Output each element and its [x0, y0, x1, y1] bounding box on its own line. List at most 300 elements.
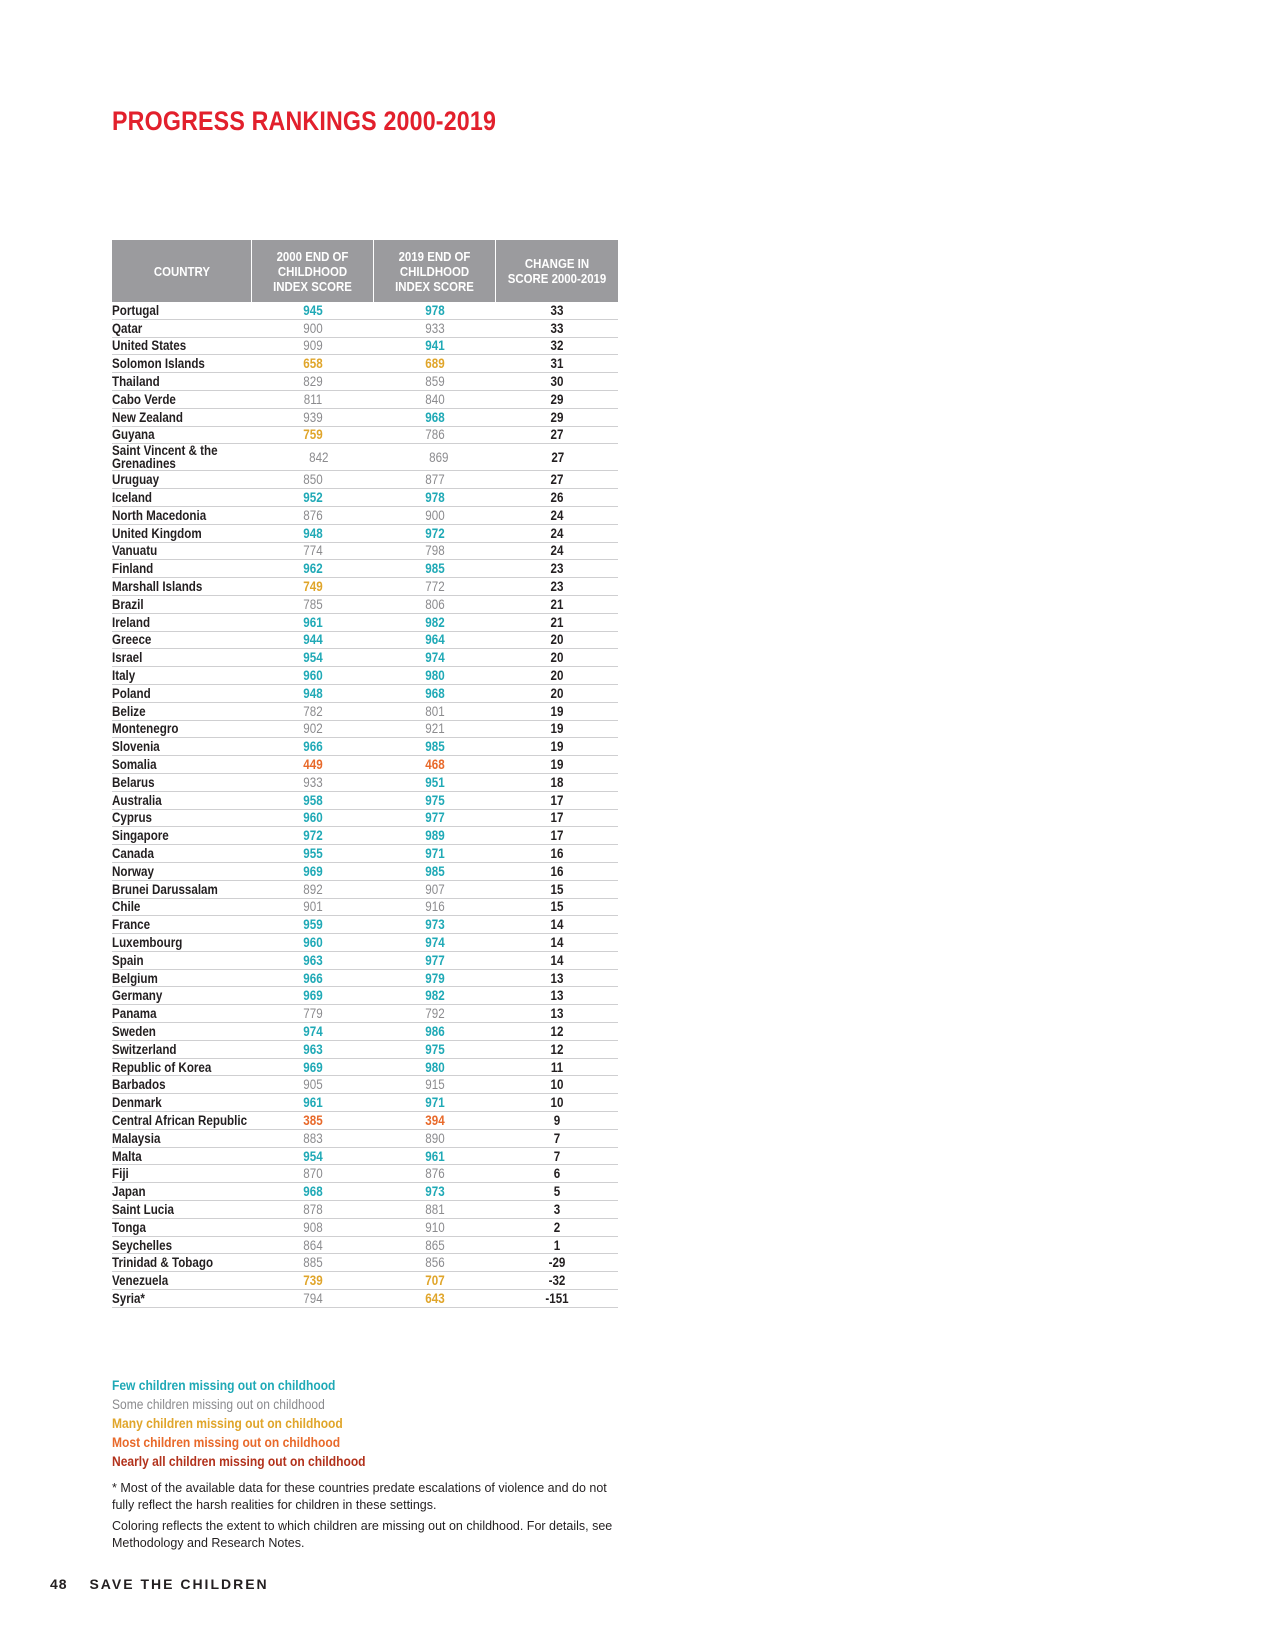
- score-2000: 974: [303, 1023, 323, 1039]
- score-change: 23: [550, 561, 564, 577]
- score-2000: 905: [303, 1077, 323, 1093]
- score-change: 29: [550, 409, 564, 425]
- score-2019: 974: [425, 650, 445, 666]
- table-row: [112, 578, 618, 596]
- score-2019: 985: [425, 739, 445, 755]
- score-2000: 960: [303, 668, 323, 684]
- score-2000: 782: [303, 703, 323, 719]
- country-name: Belgium: [112, 970, 158, 986]
- score-2019: 890: [425, 1130, 445, 1146]
- country-name: Cyprus: [112, 810, 153, 826]
- table-row: [112, 302, 618, 320]
- score-change: 33: [550, 302, 564, 318]
- country-name: Finland: [112, 561, 154, 577]
- header-change: CHANGE IN SCORE 2000-2019: [507, 256, 607, 286]
- score-2000: 892: [303, 881, 323, 897]
- country-name: Luxembourg: [112, 934, 183, 950]
- legend-few: Few children missing out on childhood: [112, 1377, 336, 1393]
- score-change: 21: [550, 596, 564, 612]
- score-2019: 907: [425, 881, 445, 897]
- table-row: [112, 1272, 618, 1290]
- score-2019: 979: [425, 970, 445, 986]
- score-change: 24: [550, 543, 564, 559]
- country-name: United States: [112, 338, 187, 354]
- score-change: 20: [550, 650, 564, 666]
- table-row: [112, 934, 618, 952]
- score-2019: 961: [425, 1148, 445, 1164]
- country-name: Seychelles: [112, 1237, 173, 1253]
- score-2000: 933: [303, 774, 323, 790]
- score-2000: 749: [303, 579, 323, 595]
- table-row: [112, 444, 618, 471]
- page-title: PROGRESS RANKINGS 2000-2019: [112, 106, 497, 136]
- score-2019: 468: [425, 757, 445, 773]
- table-row: [112, 338, 618, 356]
- score-change: 13: [550, 970, 564, 986]
- table-row: [112, 632, 618, 650]
- score-change: 27: [551, 449, 565, 465]
- score-change: 27: [550, 427, 564, 443]
- score-change: 17: [550, 828, 564, 844]
- table-row: [112, 409, 618, 427]
- table-row: [112, 987, 618, 1005]
- country-name: Barbados: [112, 1077, 166, 1093]
- table-row: [112, 596, 618, 614]
- score-2000: 908: [303, 1219, 323, 1235]
- score-2000: 969: [303, 863, 323, 879]
- country-name: France: [112, 917, 151, 933]
- score-2000: 972: [303, 828, 323, 844]
- table-row: [112, 667, 618, 685]
- score-change: 11: [550, 1059, 564, 1075]
- score-2000: 909: [303, 338, 323, 354]
- country-name: Slovenia: [112, 739, 160, 755]
- score-2000: 759: [303, 427, 323, 443]
- legend-nearly-all: Nearly all children missing out on childhood: [112, 1453, 366, 1469]
- table-row: [112, 863, 618, 881]
- table-body: [112, 302, 618, 1308]
- score-2000: 900: [303, 320, 323, 336]
- score-2000: 794: [303, 1290, 323, 1306]
- table-row: [112, 1148, 618, 1166]
- score-change: 18: [550, 774, 564, 790]
- score-2019: 951: [425, 774, 445, 790]
- score-2019: 859: [425, 374, 445, 390]
- notes: [112, 1480, 622, 1556]
- table-row: [112, 899, 618, 917]
- score-change: 20: [550, 632, 564, 648]
- score-change: -151: [545, 1290, 569, 1306]
- table-row: [112, 320, 618, 338]
- country-name: Spain: [112, 952, 144, 968]
- score-change: 16: [550, 846, 564, 861]
- score-2000: 952: [303, 490, 323, 506]
- score-change: 12: [550, 1041, 564, 1057]
- score-2000: 939: [303, 409, 323, 425]
- score-change: 7: [553, 1148, 561, 1164]
- score-change: 7: [553, 1130, 561, 1146]
- score-2000: 962: [303, 561, 323, 577]
- score-2000: 850: [303, 472, 323, 488]
- score-change: 5: [553, 1184, 561, 1200]
- score-change: 17: [550, 792, 564, 808]
- table-row: [112, 1023, 618, 1041]
- score-change: 13: [550, 1006, 564, 1022]
- score-2000: 785: [303, 596, 323, 612]
- score-2000: 969: [303, 988, 323, 1004]
- table-row: [112, 649, 618, 667]
- score-2000: 658: [303, 356, 323, 372]
- score-2000: 969: [303, 1059, 323, 1075]
- score-change: 32: [550, 338, 564, 354]
- score-2019: 985: [425, 561, 445, 577]
- score-change: 26: [550, 490, 564, 506]
- country-name: Venezuela: [112, 1273, 169, 1289]
- score-2000: 811: [303, 391, 323, 407]
- score-change: 10: [550, 1077, 564, 1093]
- country-name: Somalia: [112, 757, 157, 773]
- score-change: 13: [550, 988, 564, 1004]
- score-2019: 973: [425, 917, 445, 933]
- country-name: Uruguay: [112, 472, 160, 488]
- score-change: 24: [550, 507, 564, 523]
- score-change: 3: [553, 1201, 561, 1217]
- score-change: 19: [550, 739, 564, 755]
- score-2019: 856: [425, 1255, 445, 1271]
- score-2019: 972: [425, 525, 445, 541]
- table-row: [112, 721, 618, 739]
- score-2019: 865: [425, 1237, 445, 1253]
- country-name: Sweden: [112, 1023, 156, 1039]
- table-row: [112, 355, 618, 373]
- score-2000: 955: [303, 846, 323, 861]
- header-country: COUNTRY: [112, 240, 252, 302]
- score-change: 9: [553, 1112, 561, 1128]
- score-2000: 945: [303, 302, 323, 318]
- score-2000: 948: [303, 685, 323, 701]
- country-name: Norway: [112, 863, 154, 879]
- table-row: [112, 756, 618, 774]
- score-2019: 978: [425, 302, 445, 318]
- score-2000: 959: [303, 917, 323, 933]
- score-2000: 954: [303, 1148, 323, 1164]
- country-name: Syria*: [112, 1290, 145, 1306]
- table-row: [112, 703, 618, 721]
- country-name: Israel: [112, 650, 143, 666]
- table-row: [112, 543, 618, 561]
- score-change: -32: [548, 1273, 566, 1289]
- score-2019: 968: [425, 409, 445, 425]
- table-row: [112, 738, 618, 756]
- country-name: Belize: [112, 703, 146, 719]
- score-2000: 779: [303, 1006, 323, 1022]
- country-name: Japan: [112, 1184, 146, 1200]
- country-name: New Zealand: [112, 409, 183, 425]
- table-row: [112, 560, 618, 578]
- score-2019: 968: [425, 685, 445, 701]
- score-change: 19: [550, 721, 564, 737]
- country-name: Solomon Islands: [112, 356, 205, 372]
- legend-most: Most children missing out on childhood: [112, 1434, 341, 1450]
- score-change: 6: [553, 1166, 561, 1182]
- score-2019: 801: [425, 703, 445, 719]
- score-2000: 966: [303, 739, 323, 755]
- score-2000: 774: [303, 543, 323, 559]
- score-2019: 982: [425, 614, 445, 630]
- score-2019: 980: [425, 1059, 445, 1075]
- table-row: [112, 1290, 618, 1308]
- country-name: Central African Republic: [112, 1112, 248, 1128]
- table-row: [112, 1094, 618, 1112]
- score-change: 27: [550, 472, 564, 488]
- country-name: Malta: [112, 1148, 142, 1164]
- score-change: 29: [550, 391, 564, 407]
- country-name: Thailand: [112, 374, 160, 390]
- country-name: Germany: [112, 988, 163, 1004]
- score-2019: 910: [425, 1219, 445, 1235]
- score-change: 31: [550, 356, 564, 372]
- score-2000: 739: [303, 1273, 323, 1289]
- score-2000: 963: [303, 952, 323, 968]
- score-change: 14: [550, 952, 564, 968]
- score-2019: 978: [425, 490, 445, 506]
- score-2019: 982: [425, 988, 445, 1004]
- score-change: 16: [550, 863, 564, 879]
- score-2019: 980: [425, 668, 445, 684]
- country-name: North Macedonia: [112, 507, 207, 523]
- country-name: Canada: [112, 846, 154, 861]
- country-name: Marshall Islands: [112, 579, 203, 595]
- score-change: 10: [550, 1095, 564, 1111]
- score-2019: 689: [425, 356, 445, 372]
- table-row: [112, 373, 618, 391]
- score-2000: 954: [303, 650, 323, 666]
- score-change: 2: [553, 1219, 561, 1235]
- score-2019: 941: [425, 338, 445, 354]
- country-name: Montenegro: [112, 721, 179, 737]
- score-2019: 707: [425, 1273, 445, 1289]
- table-row: [112, 685, 618, 703]
- score-2019: 989: [425, 828, 445, 844]
- table-row: [112, 1219, 618, 1237]
- score-2019: 840: [425, 391, 445, 407]
- table-row: [112, 845, 618, 863]
- score-2000: 876: [303, 507, 323, 523]
- country-name: Australia: [112, 792, 162, 808]
- country-name: Saint Lucia: [112, 1201, 174, 1217]
- table-row: [112, 774, 618, 792]
- country-name: Singapore: [112, 828, 169, 844]
- table-row: [112, 916, 618, 934]
- score-change: 21: [550, 614, 564, 630]
- score-2019: 977: [425, 810, 445, 826]
- country-name: Republic of Korea: [112, 1059, 212, 1075]
- country-name: Italy: [112, 668, 136, 684]
- score-change: 14: [550, 917, 564, 933]
- score-2019: 975: [425, 792, 445, 808]
- score-2019: 877: [425, 472, 445, 488]
- score-2000: 968: [303, 1184, 323, 1200]
- score-2000: 960: [303, 934, 323, 950]
- score-2000: 944: [303, 632, 323, 648]
- score-2019: 921: [425, 721, 445, 737]
- footnote-text: * Most of the available data for these countries predate escalations of violence and do not fully reflect the harsh realities for children in these settings.: [112, 1481, 607, 1512]
- score-change: 14: [550, 934, 564, 950]
- country-name: Iceland: [112, 490, 153, 506]
- score-2000: 902: [303, 721, 323, 737]
- country-name: Trinidad & Tobago: [112, 1255, 214, 1271]
- score-2000: 842: [309, 449, 329, 465]
- score-2019: 806: [425, 596, 445, 612]
- table-row: [112, 952, 618, 970]
- score-change: 24: [550, 525, 564, 541]
- score-2000: 963: [303, 1041, 323, 1057]
- table-row: [112, 614, 618, 632]
- table-row: [112, 1041, 618, 1059]
- table-row: [112, 1005, 618, 1023]
- score-2000: 966: [303, 970, 323, 986]
- country-name: Tonga: [112, 1219, 146, 1235]
- score-2000: 883: [303, 1130, 323, 1146]
- score-2019: 971: [425, 846, 445, 861]
- score-2000: 958: [303, 792, 323, 808]
- score-change: 15: [550, 899, 564, 915]
- score-2019: 869: [428, 449, 449, 465]
- table-row: [112, 427, 618, 445]
- score-2000: 885: [303, 1255, 323, 1271]
- score-2019: 876: [425, 1166, 445, 1182]
- table-row: [112, 1183, 618, 1201]
- score-2000: 961: [303, 1095, 323, 1111]
- country-name: Poland: [112, 685, 151, 701]
- table-row: [112, 391, 618, 409]
- legend-some: Some children missing out on childhood: [112, 1396, 325, 1412]
- country-name: Guyana: [112, 427, 155, 443]
- score-change: 17: [550, 810, 564, 826]
- score-2019: 916: [425, 899, 445, 915]
- score-2019: 933: [425, 320, 445, 336]
- table-row: [112, 1130, 618, 1148]
- score-2019: 394: [425, 1112, 445, 1128]
- country-name: Vanuatu: [112, 543, 158, 559]
- score-2019: 900: [425, 507, 445, 523]
- table-row: [112, 1165, 618, 1183]
- page-footer: [50, 1576, 269, 1592]
- score-2019: 985: [425, 863, 445, 879]
- country-name: Portugal: [112, 302, 160, 318]
- coloring-note: Coloring reflects the extent to which children are missing out on childhood. For details, see Methodology and Research Notes.: [112, 1519, 613, 1550]
- score-2000: 960: [303, 810, 323, 826]
- score-change: 30: [550, 374, 564, 390]
- score-2000: 961: [303, 614, 323, 630]
- score-2019: 974: [425, 934, 445, 950]
- table-row: [112, 1059, 618, 1077]
- table-row: [112, 792, 618, 810]
- country-name: Brazil: [112, 596, 144, 612]
- score-2019: 772: [425, 579, 445, 595]
- score-2000: 385: [303, 1112, 323, 1128]
- header-score-2000: 2000 END OF CHILDHOOD INDEX SCORE: [252, 240, 374, 302]
- legend-many: Many children missing out on childhood: [112, 1415, 343, 1431]
- country-name: Malaysia: [112, 1130, 161, 1146]
- score-2000: 948: [303, 525, 323, 541]
- score-2019: 798: [425, 543, 445, 559]
- table-row: [112, 507, 618, 525]
- score-2019: 643: [425, 1290, 445, 1306]
- score-2000: 878: [303, 1201, 323, 1217]
- table-row: [112, 525, 618, 543]
- score-change: 15: [550, 881, 564, 897]
- table-row: [112, 1112, 618, 1130]
- score-2019: 986: [425, 1023, 445, 1039]
- score-2019: 975: [425, 1041, 445, 1057]
- color-legend: [112, 1376, 407, 1471]
- page-number: 48: [50, 1576, 68, 1592]
- table-row: [112, 471, 618, 489]
- table-row: [112, 489, 618, 507]
- country-name: Cabo Verde: [112, 391, 176, 407]
- table-row: [112, 1254, 618, 1272]
- score-2000: 449: [303, 757, 323, 773]
- country-name: Denmark: [112, 1095, 162, 1111]
- score-change: 1: [553, 1237, 561, 1253]
- country-name: Belarus: [112, 774, 155, 790]
- table-row: [112, 970, 618, 988]
- score-2000: 829: [303, 374, 323, 390]
- country-name: Qatar: [112, 320, 143, 336]
- score-2000: 870: [303, 1166, 323, 1182]
- country-name: Greece: [112, 632, 152, 648]
- score-2019: 973: [425, 1184, 445, 1200]
- score-2019: 786: [425, 427, 445, 443]
- score-change: 19: [550, 703, 564, 719]
- table-header: [112, 240, 618, 302]
- country-name: Saint Vincent & the Grenadines: [112, 443, 218, 472]
- score-change: 12: [550, 1023, 564, 1039]
- score-change: 33: [550, 320, 564, 336]
- country-name: United Kingdom: [112, 525, 202, 541]
- table-row: [112, 1201, 618, 1219]
- country-name: Chile: [112, 899, 141, 915]
- progress-rankings-table: [112, 240, 618, 1308]
- publisher-name: SAVE THE CHILDREN: [89, 1576, 269, 1592]
- score-2000: 864: [303, 1237, 323, 1253]
- table-row: [112, 1237, 618, 1255]
- score-change: 20: [550, 685, 564, 701]
- score-2019: 792: [425, 1006, 445, 1022]
- score-2000: 901: [303, 899, 323, 915]
- table-row: [112, 1076, 618, 1094]
- table-row: [112, 810, 618, 828]
- score-change: -29: [548, 1255, 566, 1271]
- table-row: [112, 881, 618, 899]
- country-name: Brunei Darussalam: [112, 881, 218, 897]
- score-change: 20: [550, 668, 564, 684]
- table-row: [112, 827, 618, 845]
- score-2019: 915: [425, 1077, 445, 1093]
- score-change: 19: [550, 757, 564, 773]
- country-name: Switzerland: [112, 1041, 177, 1057]
- country-name: Panama: [112, 1006, 157, 1022]
- country-name: Ireland: [112, 614, 151, 630]
- header-score-2019: 2019 END OF CHILDHOOD INDEX SCORE: [374, 240, 496, 302]
- score-2019: 971: [425, 1095, 445, 1111]
- country-name: Fiji: [112, 1166, 129, 1182]
- score-change: 23: [550, 579, 564, 595]
- score-2019: 881: [425, 1201, 445, 1217]
- score-2019: 964: [425, 632, 445, 648]
- score-2019: 977: [425, 952, 445, 968]
